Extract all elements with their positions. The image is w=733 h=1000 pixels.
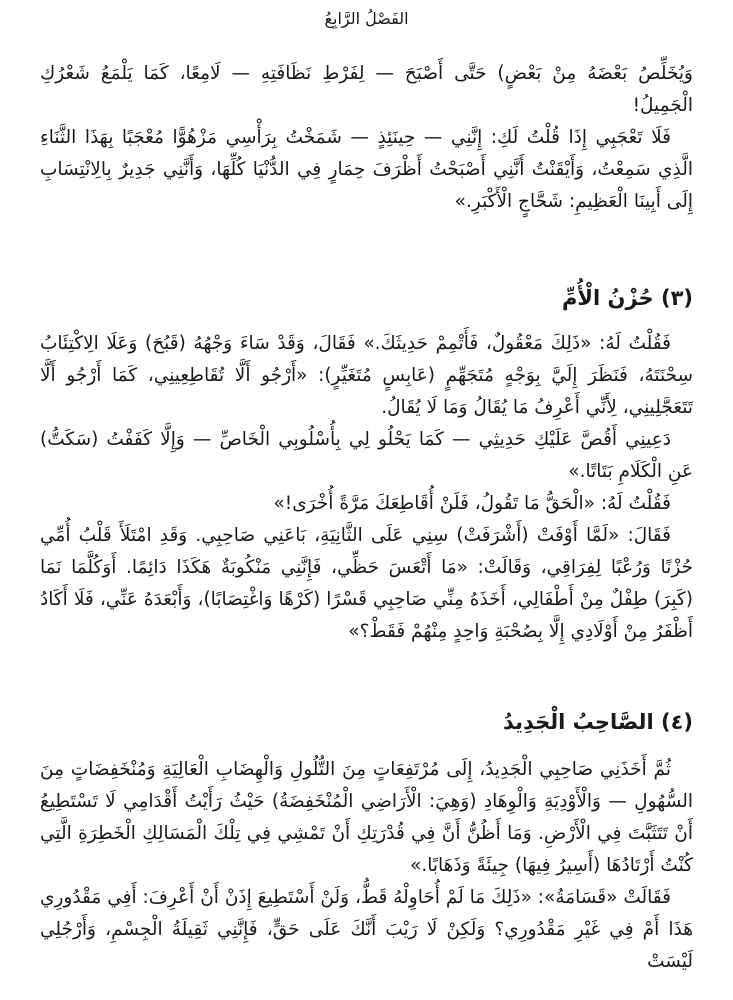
paragraph: ثُمَّ أَخَذَنِي صَاحِبِي الْجَدِيدُ، إِلَى مُرْتَفِعَاتٍ مِنَ التُّلُولِ وَالْهِضَابِ الْعَالِيَةِ وَمُنْخَفِضَاتٍ مِنَ السُّهُولِ — وَالْأَوْدِيَةِ وَالْوِهَادِ (وَهِيَ: الْأَرَاضِي الْمُنْخَفِضَةُ) حَيْثُ رَأَيْتُ أَقْدَامِي لَا تَسْتَطِيعُ أَنْ تَتَثَبَّتَ فِي الْأَرْضِ. وَمَا أَظُنُّ أَنَّ فِي قُدْرَتِكِ أَنْ تَمْشِي فِي تِلْكَ الْمَسَالِكِ الْخَطِرَةِ الَّتِي كُنْتُ أَرْتَادُهَا (أَسِيرُ فِيهَا) جِيئَةً وَذَهَابًا.» — [40, 759, 693, 876]
section-heading: (٣) حُزْنُ الْأُمِّ — [561, 286, 693, 310]
paragraph: فَقُلْتُ لَهُ: «الْحَقُّ مَا تَقُولُ، فَلَنْ أُقَاطِعَكَ مَرَّةً أُخْرَى!» — [273, 493, 671, 514]
running-head: الفَصْلُ الرَّابِعُ — [324, 9, 409, 28]
section-3 — [40, 706, 693, 738]
section-1-text — [40, 58, 693, 218]
paragraph: فَقَالَتْ «قَسَامَةُ»: «ذَلِكَ مَا لَمْ أُحَاوِلْهُ قَطُّ، وَلَنْ أَسْتَطِيعَ إِذَنْ أَنْ أَعْرِفَ: أَفِي مَقْدُورِي هَذَا أَمْ فِي غَيْرِ مَقْدُورِي؟ وَلَكِنْ لَا رَيْبَ أَنَّكَ عَلَى حَقٍّ، فَإِنَّنِي ثَقِيلَةُ الْجِسْمِ، وَأَرْجُلِي لَيْسَتْ — [40, 887, 693, 972]
section-3-text — [40, 754, 693, 978]
paragraph: وَيُخَلِّصُ بَعْضَهُ مِنْ بَعْضٍ) حَتَّى أَصْبَحَ — لِفَرْطِ نَظَافَتِهِ — لَامِعًا، كَمَا يَلْمَعُ شَعْرُكِ الْجَمِيلُ! — [40, 63, 693, 116]
paragraph: فَقُلْتُ لَهُ: «ذَلِكَ مَعْقُولٌ، فَأَتْمِمْ حَدِيثَكَ.» فَقَالَ، وَقَدْ سَاءَ وَجْهُهُ (قَبُحَ) وَعَلَا الِاكْتِئَابُ سِحْنَتَهُ، فَنَظَرَ إِلَيَّ بِوَجْهٍ مُتَجَهِّمٍ (عَابِسٍ مُتَغَيِّرٍ): «أَرْجُو أَلَّا تُقَاطِعِينِي، كَمَا أَرْجُو أَلَّا تَتَعَجَّلِينِي، لِأَنِّي أَعْرِفُ مَا يُقَالُ وَمَا لَا يُقَالُ. — [40, 333, 693, 418]
paragraph: فَقَالَ: «لَمَّا أَوْفَتْ (أَشْرَفَتْ) سِنِي عَلَى الثَّانِيَةِ، بَاعَنِي صَاحِبِي. وَقَدِ امْتَلَأَ قَلْبُ أُمِّي حُزْنًا وَرُعْبًا لِفِرَاقِي، وَقَالَتْ: «مَا أَتْعَسَ حَظِّي، فَإِنَّنِي مَنْكُوبَةٌ هَكَذَا دَائِمًا. أَوَكُلَّمَا نَمَا (كَبِرَ) طِفْلٌ مِنْ أَطْفَالِي، أَخَذَهُ مِنِّي صَاحِبِي قَسْرًا (كَرْهًا وَاغْتِصَابًا)، وَأَبْعَدَهُ عَنِّي، فَلَا أَكَادُ أَظْفَرُ مِنْ أَوْلَادِي إِلَّا بِصُحْبَةِ وَاحِدٍ مِنْهُمْ فَقَطْ؟» — [40, 525, 693, 642]
paragraph: دَعِينِي أَقُصَّ عَلَيْكِ حَدِيثِي — كَمَا يَحْلُو لِي بِأُسْلُوبِي الْخَاصِّ — وَإِلَّا كَفَفْتُ (سَكَتُّ) عَنِ الْكَلَامِ بَتَاتًا.» — [40, 429, 693, 482]
paragraph: فَلَا تَعْجَبِي إِذَا قُلْتُ لَكِ: إِنَّنِي — حِينَئِذٍ — شَمَخْتُ بِرَأْسِي مَزْهُوًّا مُعْجَبًا بِهَذَا الثَّنَاءِ الَّذِي سَمِعْتُ، وَأَيْقَنْتُ أَنَّنِي أَصْبَحْتُ أَظْرَفَ حِمَارٍ فِي الدُّنْيَا كُلِّهَا، وَأَنَّنِي جَدِيرٌ بِالِانْتِسَابِ إِلَى أَبِينَا الْعَظِيمِ: شَحَّاجٍ الْأَكْبَرِ.» — [40, 127, 693, 212]
section-2 — [40, 282, 693, 314]
section-2-text — [40, 328, 693, 648]
section-heading: (٤) الصَّاحِبُ الْجَدِيدُ — [502, 710, 693, 734]
